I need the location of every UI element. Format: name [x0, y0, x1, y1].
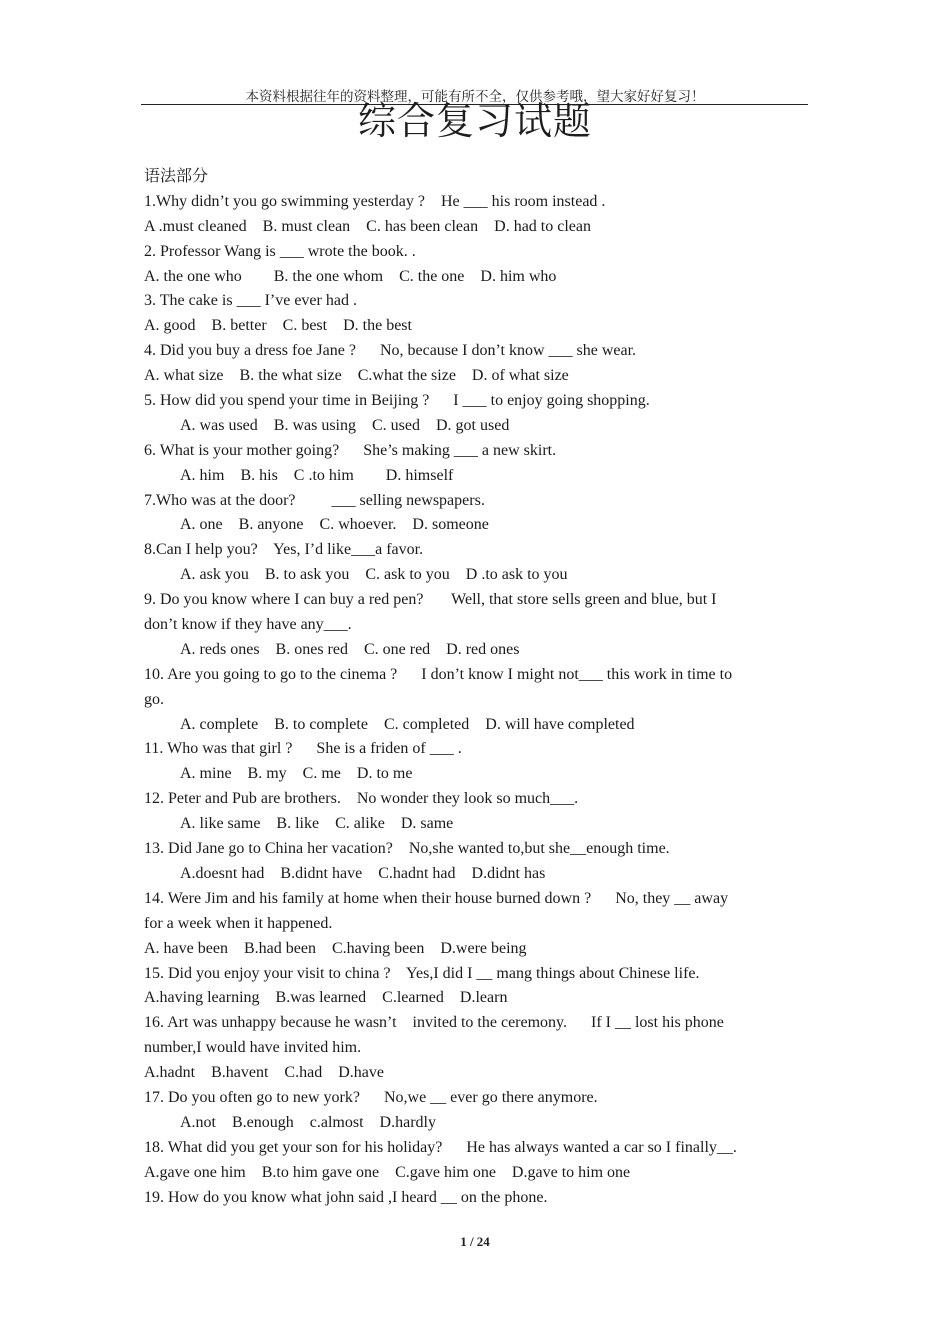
question-line: 18. What did you get your son for his holiday? He has always wanted a car so I finally__.	[144, 1138, 737, 1156]
answer-options-line: A. complete B. to complete C. completed D. will have completed	[180, 715, 635, 733]
document-title: 综合复习试题	[357, 101, 592, 143]
question-line: 7.Who was at the door? ___ selling newspapers.	[144, 491, 485, 509]
answer-options-line: A. like same B. like C. alike D. same	[180, 815, 454, 833]
question-line: 5. How did you spend your time in Beijing ? I ___ to enjoy going shopping.	[144, 392, 650, 410]
question-line: 4. Did you buy a dress foe Jane ? No, because I don’t know ___ she wear.	[144, 342, 637, 360]
question-line: 11. Who was that girl ? She is a friden of ___ .	[144, 740, 462, 758]
question-line: 15. Did you enjoy your visit to china ? Yes,I did I __ mang things about Chinese life.	[144, 964, 700, 982]
question-line: 13. Did Jane go to China her vacation? No,she wanted to,but she__enough time.	[144, 840, 670, 858]
document-body	[144, 165, 807, 1210]
question-line: don’t know if they have any___.	[144, 616, 352, 634]
question-line: A.having learning B.was learned C.learned D.learn	[144, 989, 508, 1007]
question-line: 19. How do you know what john said ,I heard __ on the phone.	[144, 1188, 548, 1206]
answer-options-line: A. him B. his C .to him D. himself	[180, 466, 454, 484]
question-line: 9. Do you know where I can buy a red pen? Well, that store sells green and blue, but I	[144, 591, 717, 609]
answer-options-line: A.doesnt had B.didnt have C.hadnt had D.didnt has	[180, 864, 546, 882]
question-line: A .must cleaned B. must clean C. has been clean D. had to clean	[144, 217, 591, 235]
page-number: 1 / 24	[460, 1234, 490, 1249]
question-line: A. what size B. the what size C.what the size D. of what size	[144, 367, 569, 385]
question-line: 14. Were Jim and his family at home when their house burned down ? No, they __ away	[144, 889, 729, 907]
question-line: 17. Do you often go to new york? No,we __ ever go there anymore.	[144, 1088, 598, 1106]
question-line: A. good B. better C. best D. the best	[144, 317, 412, 335]
question-line: 10. Are you going to go to the cinema ? I don’t know I might not___ this work in time to	[144, 665, 733, 683]
question-line: A. have been B.had been C.having been D.were being	[144, 939, 527, 957]
question-line: 6. What is your mother going? She’s making ___ a new skirt.	[144, 441, 557, 459]
question-line: for a week when it happened.	[144, 914, 333, 932]
question-line: 1.Why didn’t you go swimming yesterday ? He ___ his room instead .	[144, 192, 606, 210]
question-list	[144, 190, 807, 1211]
question-line: 16. Art was unhappy because he wasn’t invited to the ceremony. If I __ lost his phone	[144, 1014, 724, 1032]
answer-options-line: A. was used B. was using C. used D. got used	[180, 416, 510, 434]
question-line: 2. Professor Wang is ___ wrote the book. .	[144, 242, 416, 260]
header-note: 本资料根据往年的资料整理，可能有所不全，仅供参考哦，望大家好好复习！	[245, 89, 705, 104]
section-heading: 语法部分	[144, 168, 209, 185]
answer-options-line: A. one B. anyone C. whoever. D. someone	[180, 516, 489, 534]
question-line: 12. Peter and Pub are brothers. No wonder they look so much___.	[144, 790, 579, 808]
question-line: A. the one who B. the one whom C. the one D. him who	[144, 267, 557, 285]
question-line: A.hadnt B.havent C.had D.have	[144, 1064, 384, 1082]
question-line: 3. The cake is ___ I’ve ever had .	[144, 292, 357, 310]
answer-options-line: A. reds ones B. ones red C. one red D. red ones	[180, 640, 520, 658]
answer-options-line: A. ask you B. to ask you C. ask to you D .to ask to you	[180, 566, 568, 584]
question-line: go.	[144, 690, 164, 708]
answer-options-line: A. mine B. my C. me D. to me	[180, 765, 413, 783]
question-line: 8.Can I help you? Yes, I’d like___a favor.	[144, 541, 424, 559]
question-line: A.gave one him B.to him gave one C.gave him one D.gave to him one	[144, 1163, 631, 1181]
answer-options-line: A.not B.enough c.almost D.hardly	[180, 1113, 436, 1131]
question-line: number,I would have invited him.	[144, 1039, 362, 1057]
